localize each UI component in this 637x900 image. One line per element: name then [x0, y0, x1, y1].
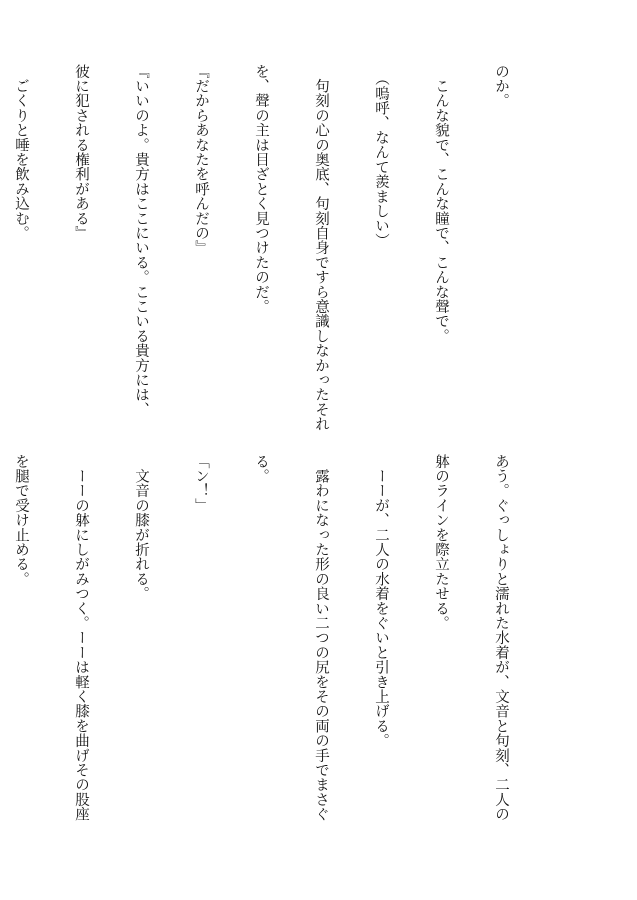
text-line: 躰のラインを際立たせる。 [433, 454, 449, 631]
text-line: ごくりと唾を飲み込む。 [13, 64, 29, 241]
text-line: 『だからあなたを呼んだの』 [193, 64, 209, 256]
text-line: のか。 [493, 64, 509, 109]
text-line: 文音の膝が折れる。 [133, 454, 149, 601]
text-line: こんな貌で、こんな瞳で、こんな聲で。 [433, 64, 449, 344]
text-line: 『いいのよ。貴方はここにいる。ここいる貴方には、 [133, 64, 149, 417]
text-line: （嗚呼、なんて羨ましい） [373, 64, 389, 248]
text-line: 「ン！」 [193, 454, 209, 513]
text-line: 露わになった形の良い二つの尻をその両の手でまさぐ [313, 454, 329, 822]
upper-text-block [13, 64, 551, 432]
text-line: ーーが、二人の水着をぐいと引き上げる。 [373, 454, 389, 748]
text-line: 彼に犯される権利がある』 [73, 64, 89, 241]
text-line: る。 [253, 454, 269, 484]
lower-text-block [13, 454, 551, 830]
text-line: を腿で受け止める。 [13, 454, 29, 587]
text-line: 句刻の心の奥底、句刻自身ですら意識しなかったそれ [313, 64, 329, 432]
text-line: を、聲の主は目ざとく見つけたのだ。 [253, 64, 269, 314]
text-line: ーーの躰にしがみつく。ーーは軽く膝を曲げその股座 [73, 454, 89, 822]
text-line: あう。ぐっしょりと濡れた水着が、文音と句刻、二人の [493, 454, 509, 822]
